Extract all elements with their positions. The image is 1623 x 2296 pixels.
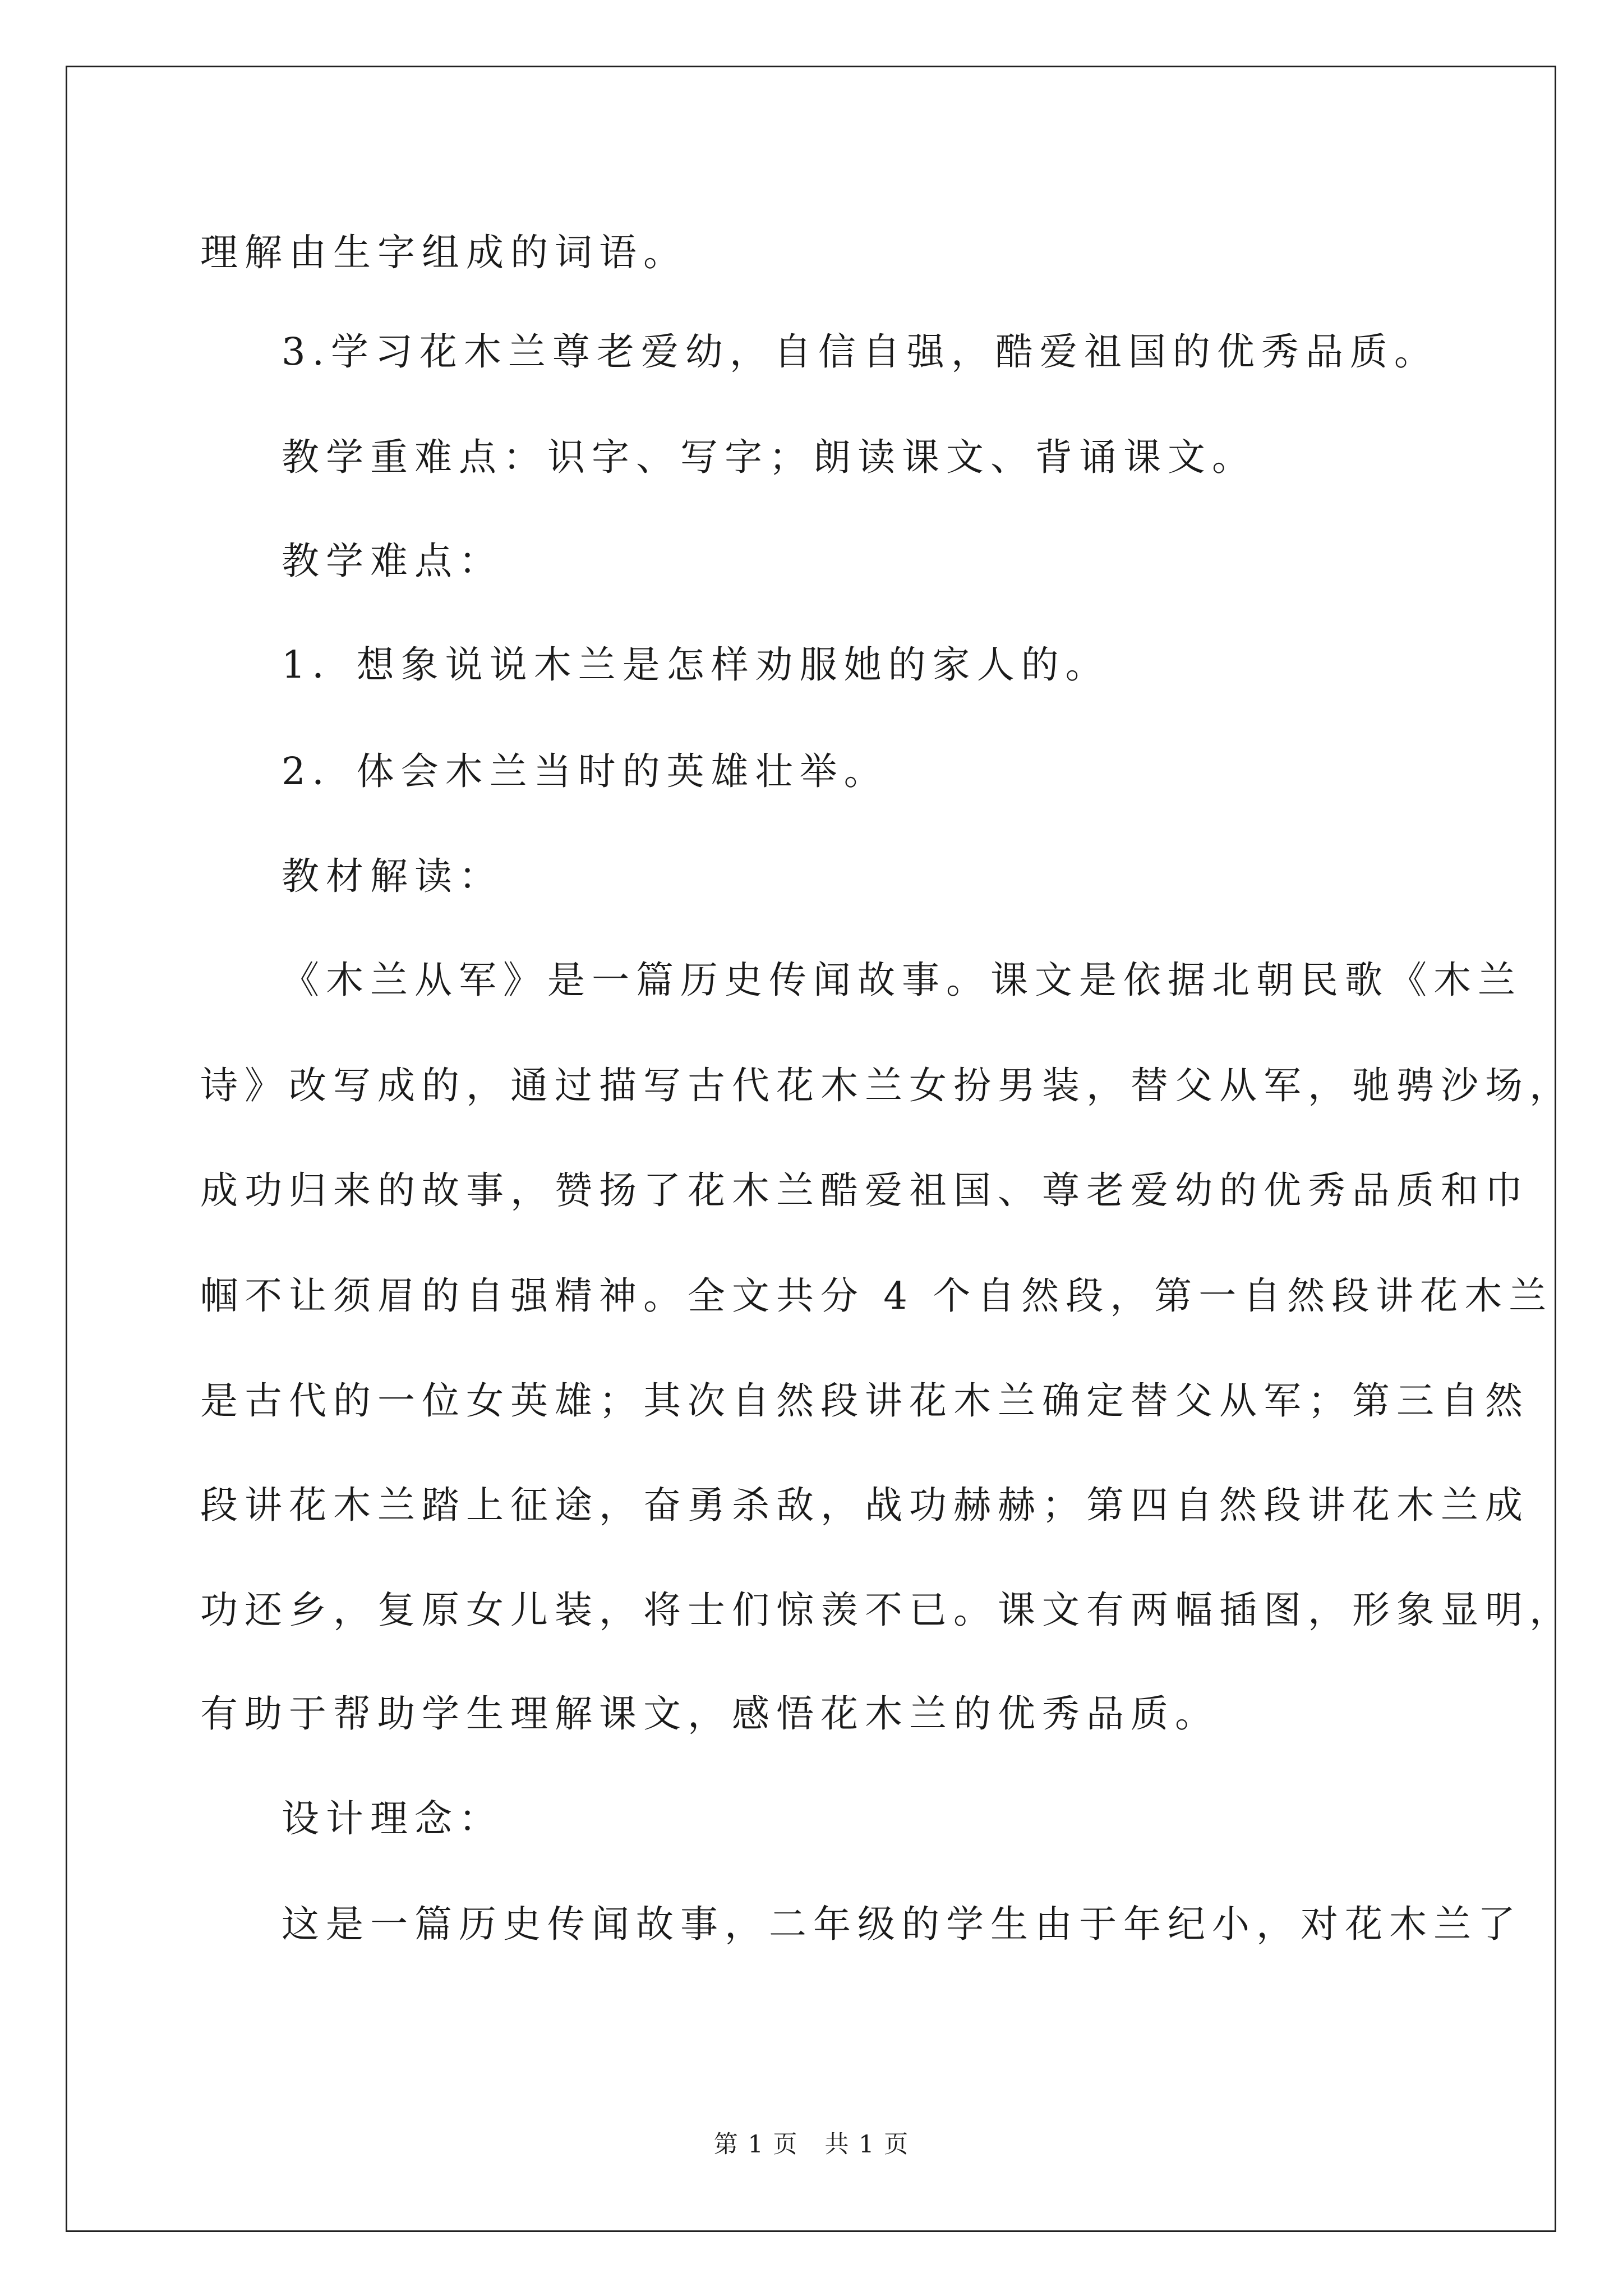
text-line: 这是一篇历史传闻故事，二年级的学生由于年纪小，对花木兰了 xyxy=(282,1902,1522,1946)
text-line: 帼不让须眉的自强精神。全文共分 4 个自然段，第一自然段讲花木兰 xyxy=(200,1274,1553,1318)
text-line: 教材解读： xyxy=(282,854,503,898)
page-footer: 第 1 页 共 1 页 xyxy=(713,2131,910,2159)
text-line: 2．体会木兰当时的英雄壮举。 xyxy=(282,749,888,793)
text-line: 诗》改写成的，通过描写古代花木兰女扮男装，替父从军，驰骋沙场， xyxy=(200,1064,1574,1107)
text-line: 设计理念： xyxy=(282,1797,503,1841)
text-line: 理解由生字组成的词语。 xyxy=(200,231,688,274)
text-line: 1．想象说说木兰是怎样劝服她的家人的。 xyxy=(282,643,1110,687)
text-line: 是古代的一位女英雄；其次自然段讲花木兰确定替父从军；第三自然 xyxy=(200,1379,1529,1423)
text-line: 《木兰从军》是一篇历史传闻故事。课文是依据北朝民歌《木兰 xyxy=(282,958,1522,1002)
text-line: 段讲花木兰踏上征途，奋勇杀敌，战功赫赫；第四自然段讲花木兰成 xyxy=(200,1483,1529,1527)
text-line: 教学难点： xyxy=(282,539,503,583)
text-line: 教学重难点：识字、写字；朗读课文、背诵课文。 xyxy=(282,435,1256,479)
text-line: 有助于帮助学生理解课文，感悟花木兰的优秀品质。 xyxy=(200,1692,1219,1736)
text-line: 功还乡，复原女儿装，将士们惊羡不已。课文有两幅插图，形象显明， xyxy=(200,1588,1574,1632)
text-line: 3.学习花木兰尊老爱幼，自信自强，酷爱祖国的优秀品质。 xyxy=(282,330,1438,374)
text-line: 成功归来的故事，赞扬了花木兰酷爱祖国、尊老爱幼的优秀品质和巾 xyxy=(200,1168,1529,1212)
